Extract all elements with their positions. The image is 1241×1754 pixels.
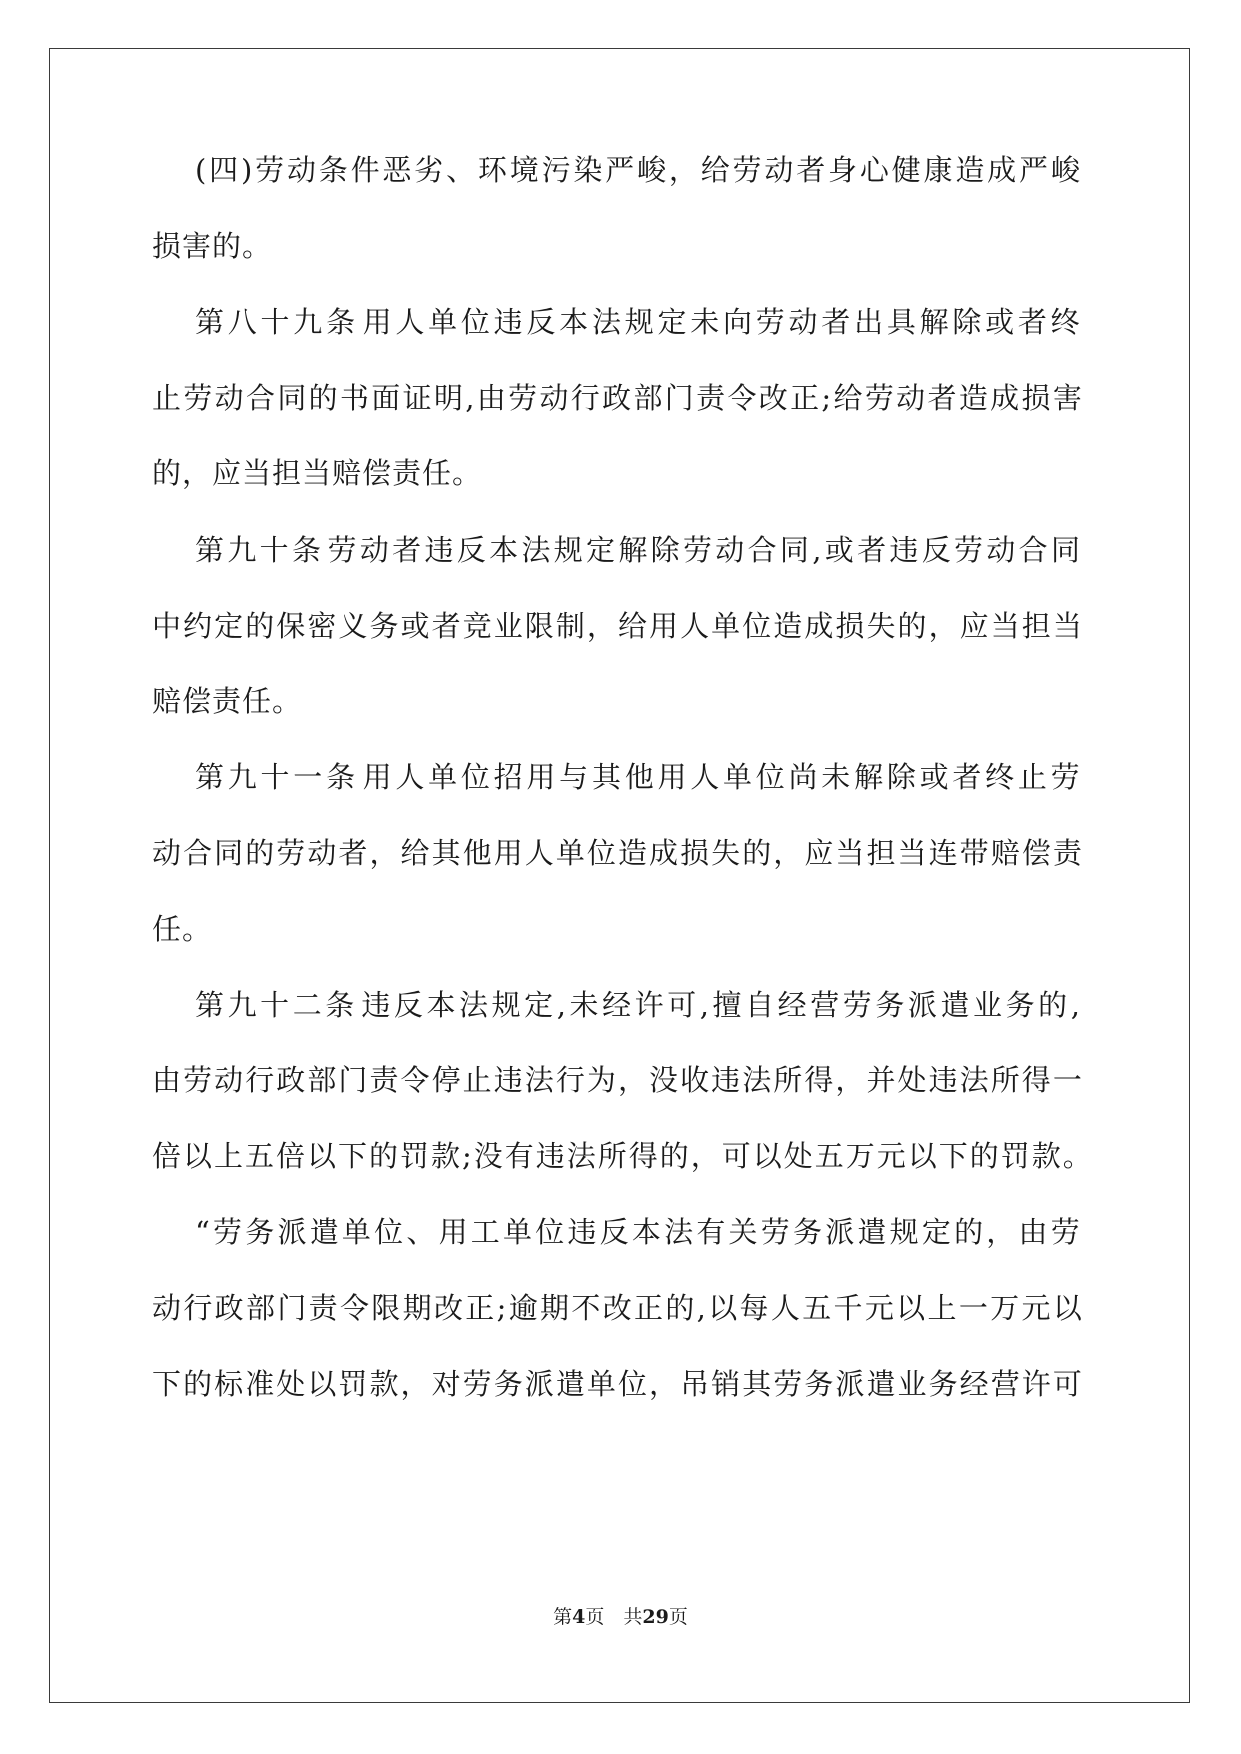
footer-mid: 页 共	[585, 1606, 643, 1628]
text-line: 动 行 政 部 门 责 令 限 期 改 正 ; 逾 期 不 改 正 的 , 以 每 人 五 千 元 以 上 一 万 元 以	[152, 1291, 1082, 1325]
text-line: “ 劳 务 派 遣 单 位 、 用 工 单 位 违 反 本 法 有 关 劳 务 派 遣 规 定 的 ， 由 劳	[195, 1215, 1080, 1249]
text-line: 下 的 标 准 处 以 罚 款 ， 对 劳 务 派 遣 单 位 ， 吊 销 其 劳 务 派 遣 业 务 经 营 许 可	[152, 1367, 1082, 1401]
text-line: 中 约 定 的 保 密 义 务 或 者 竞 业 限 制 ， 给 用 人 单 位 造 成 损 失 的 ， 应 当 担 当	[152, 609, 1082, 643]
text-line: 损害的。	[152, 229, 273, 263]
page-footer	[0, 1605, 1241, 1629]
footer-suffix: 页	[668, 1606, 688, 1628]
text-line: 第 八 十 九 条 用 人 单 位 违 反 本 法 规 定 未 向 劳 动 者 出 具 解 除 或 者 终	[195, 305, 1080, 339]
page-border	[49, 48, 1190, 1703]
footer-prefix: 第	[553, 1606, 573, 1628]
text-line: 任。	[152, 912, 213, 946]
text-line: 第 九 十 二 条 违 反 本 法 规 定 , 未 经 许 可 , 擅 自 经 营 劳 务 派 遣 业 务 的 ,	[195, 988, 1080, 1022]
text-line: 倍 以 上 五 倍 以 下 的 罚 款 ; 没 有 违 法 所 得 的 ， 可 以 处 五 万 元 以 下 的 罚 款 。	[152, 1139, 1092, 1173]
text-line: 由 劳 动 行 政 部 门 责 令 停 止 违 法 行 为 ， 没 收 违 法 所 得 ， 并 处 违 法 所 得 一	[152, 1063, 1082, 1097]
text-line: 第 九 十 条 劳 动 者 违 反 本 法 规 定 解 除 劳 动 合 同 , 或 者 违 反 劳 动 合 同	[195, 533, 1080, 567]
text-line: 止 劳 动 合 同 的 书 面 证 明 , 由 劳 动 行 政 部 门 责 令 改 正 ; 给 劳 动 者 造 成 损 害	[152, 381, 1082, 415]
text-line: 赔偿责任。	[152, 684, 303, 718]
text-line: 第 九 十 一 条 用 人 单 位 招 用 与 其 他 用 人 单 位 尚 未 解 除 或 者 终 止 劳	[195, 760, 1080, 794]
text-line: 的，应当担当赔偿责任。	[152, 456, 483, 490]
text-line: ( 四 ) 劳 动 条 件 恶 劣 、 环 境 污 染 严 峻 ， 给 劳 动 者 身 心 健 康 造 成 严 峻	[195, 153, 1080, 187]
text-line: 动 合 同 的 劳 动 者 ， 给 其 他 用 人 单 位 造 成 损 失 的 ， 应 当 担 当 连 带 赔 偿 责	[152, 836, 1082, 870]
page-number: 4	[572, 1606, 586, 1628]
total-pages: 29	[642, 1606, 669, 1628]
